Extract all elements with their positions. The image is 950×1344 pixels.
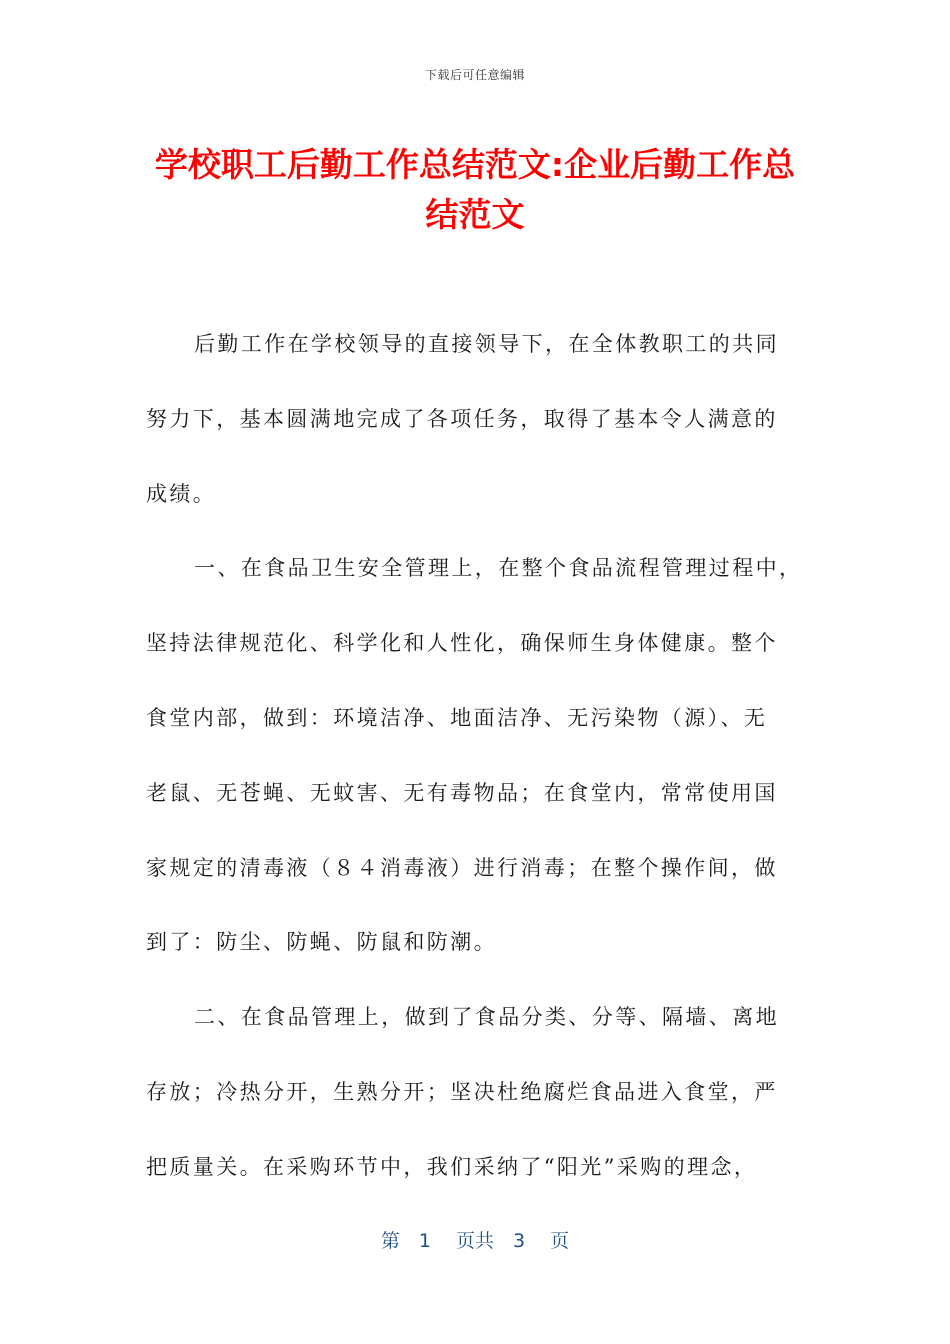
text-line: 存放；冷热分开，生熟分开；坚决杜绝腐烂食品进入食堂，严 [146,1079,778,1104]
page-number-footer: 第 1 页共 3 页 [380,1230,570,1252]
header-note: 下载后可任意编辑 [424,68,525,82]
text-line: 努力下，基本圆满地完成了各项任务，取得了基本令人满意的 [146,406,778,431]
text-line: 坚持法律规范化、科学化和人性化，确保师生身体健康。整个 [146,631,778,656]
document-title [120,140,830,240]
text-line: 把质量关。在采购环节中，我们采纳了“阳光”采购的理念， [146,1154,758,1179]
paragraph-food-safety [146,531,806,980]
text-line: 后勤工作在学校领导的直接领导下，在全体教职工的共同 [194,332,779,356]
text-line: 成绩。 [146,481,217,506]
text-line: 家规定的清毒液（８４消毒液）进行消毒；在整个操作间，做 [146,855,778,880]
text-line: 到了：防尘、防蝇、防鼠和防潮。 [146,930,497,955]
text-line: 二、在食品管理上，做到了食品分类、分等、隔墙、离地 [194,1005,779,1030]
text-line: 一、在食品卫生安全管理上，在整个食品流程管理过程中， [194,556,803,581]
paragraph-intro [146,307,806,531]
text-line: 老鼠、无苍蝇、无蚊害、无有毒物品；在食堂内，常常使用国 [146,780,778,805]
title-line: 学校职工后勤工作总结范文:企业后勤工作总 [154,145,796,184]
title-line: 结范文 [425,195,525,234]
document-body [146,307,806,1205]
paragraph-food-management [146,980,806,1204]
text-line: 食堂内部，做到：环境洁净、地面洁净、无污染物（源）、无 [146,705,768,730]
